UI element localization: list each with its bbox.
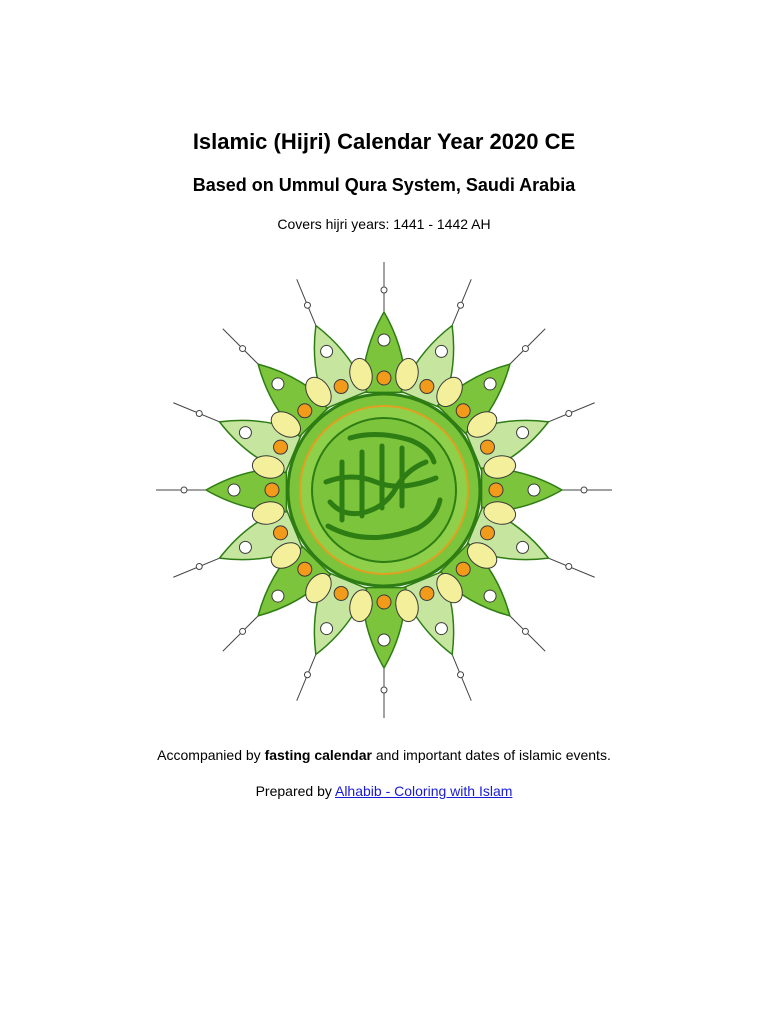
ornament-ray-bud [381, 287, 387, 293]
ornament-white-flower [435, 623, 447, 635]
ornament-ray-bud [566, 564, 572, 570]
ornament-white-flower [528, 484, 540, 496]
ornament-white-flower [228, 484, 240, 496]
ornament-ray-bud [581, 487, 587, 493]
ornament-white-flower [378, 334, 390, 346]
accompanied-note [0, 744, 768, 766]
ornament-white-flower [272, 590, 284, 602]
ornament-orange-bud [274, 440, 288, 454]
prepared-by-line [0, 780, 768, 802]
ornament-ray-bud [458, 302, 464, 308]
ornament-ray-bud [566, 410, 572, 416]
accompanied-after: and important dates of islamic events. [371, 747, 611, 763]
ornament-orange-bud [420, 586, 434, 600]
ornament-white-flower [239, 541, 251, 553]
ornament-orange-bud [480, 526, 494, 540]
ornament-white-flower [435, 345, 447, 357]
ornament-white-flower [484, 590, 496, 602]
ornament-ray-bud [304, 302, 310, 308]
ornament-white-flower [484, 378, 496, 390]
ornament-white-flower [321, 623, 333, 635]
ornament-ray-bud [522, 346, 528, 352]
ornament-white-flower [378, 634, 390, 646]
ornament-orange-bud [456, 562, 470, 576]
ornament-ray-bud [522, 628, 528, 634]
ornament-white-flower [272, 378, 284, 390]
accompanied-before: Accompanied by [157, 747, 265, 763]
ornament-orange-bud [377, 595, 391, 609]
ornament-orange-bud [456, 404, 470, 418]
ornament-ray-bud [240, 346, 246, 352]
page-title: Islamic (Hijri) Calendar Year 2020 CE [192, 129, 576, 154]
alhabib-link[interactable]: Alhabib - Coloring with Islam [334, 783, 513, 799]
ornament-orange-bud [334, 380, 348, 394]
ornament-white-flower [321, 345, 333, 357]
ornament-ray-bud [240, 628, 246, 634]
ornament-white-flower [517, 541, 529, 553]
ornament-white-flower [517, 427, 529, 439]
ornament-orange-bud [274, 526, 288, 540]
hijri-years-note: Covers hijri years: 1441 - 1442 AH [277, 216, 491, 232]
ornament-ray-bud [196, 410, 202, 416]
bismillah-rosette-ornament-icon [130, 256, 638, 724]
ornament-ray-bud [381, 687, 387, 693]
fasting-calendar-text: fasting calendar [264, 747, 372, 763]
ornament-orange-bud [334, 586, 348, 600]
ornament-orange-bud [480, 440, 494, 454]
ornament-ray-bud [458, 672, 464, 678]
ornament-orange-bud [265, 483, 279, 497]
ornament-orange-bud [420, 380, 434, 394]
ornament-orange-bud [298, 562, 312, 576]
ornament-ray-bud [304, 672, 310, 678]
ornament-orange-bud [377, 371, 391, 385]
ornament-ray-bud [196, 564, 202, 570]
ornament-orange-bud [298, 404, 312, 418]
ornament-white-flower [239, 427, 251, 439]
prepared-prefix: Prepared by [255, 783, 335, 799]
ornament-ray-bud [181, 487, 187, 493]
ornament-orange-bud [489, 483, 503, 497]
page-subtitle: Based on Ummul Qura System, Saudi Arabia [192, 175, 576, 195]
